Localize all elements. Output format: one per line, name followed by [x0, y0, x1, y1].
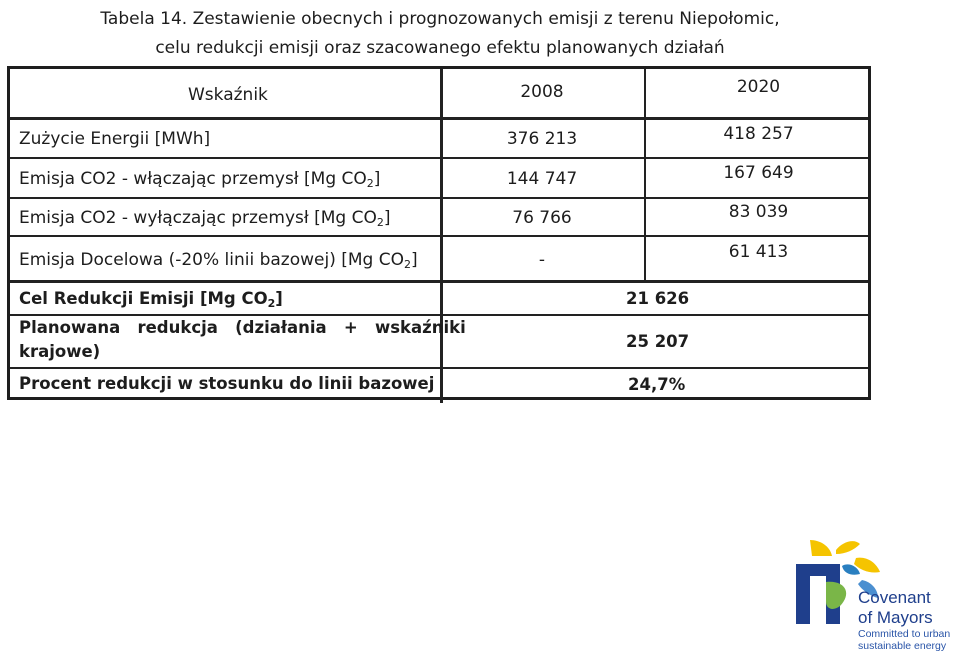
table-caption-line1: Tabela 14. Zestawienie obecnych i prognozowanych emisji z terenu Niepołomic,: [100, 9, 780, 29]
logo-tagline-line2: sustainable energy: [858, 640, 947, 652]
summary-goal-value: 21 626: [626, 289, 690, 308]
row-emission-excl-2020: 83 039: [728, 202, 789, 222]
logo-tagline-line1: Committed to urban: [858, 628, 951, 640]
logo-text-covenant: Covenant: [858, 588, 931, 607]
summary-planned-label-line1: Planowana redukcja (działania + wskaźniki: [19, 318, 466, 337]
table-divider: [10, 235, 868, 237]
table-divider: [10, 314, 868, 316]
row-energy-2008: 376 213: [506, 129, 578, 149]
header-2008: 2008: [520, 82, 564, 102]
row-target-label: Emisja Docelowa (-20% linii bazowej) [Mg $CO_2$]: [19, 250, 418, 271]
row-emission-incl-label: Emisja CO2 - włączając przemysł [Mg $CO_2$]: [19, 169, 381, 190]
row-target-2020: 61 413: [728, 242, 789, 262]
summary-planned-label-line2: krajowe): [19, 342, 101, 361]
logo-yellow-petal: [810, 540, 832, 556]
row-emission-excl-2008: 76 766: [512, 208, 572, 228]
row-target-2008: -: [538, 250, 546, 270]
logo-yellow-petal: [836, 541, 860, 554]
logo-text-of-mayors: of Mayors: [858, 608, 933, 627]
row-energy-label: Zużycie Energii [MWh]: [19, 129, 211, 149]
header-2020: 2020: [736, 77, 781, 97]
row-emission-incl-2008: 144 747: [506, 169, 578, 189]
row-energy-2020: 418 257: [723, 124, 794, 144]
table-divider: [10, 117, 868, 120]
summary-planned-value: 25 207: [626, 332, 690, 351]
row-emission-excl-label: Emisja CO2 - wyłączając przemysł [Mg $CO_2$]: [19, 208, 391, 229]
table-divider: [10, 157, 868, 159]
table-divider: [10, 197, 868, 199]
summary-percent-label: Procent redukcji w stosunku do linii bazowej: [19, 374, 435, 393]
summary-goal-label: Cel Redukcji Emisji [Mg $CO_2$]: [19, 289, 283, 310]
logo-green-leaf: [826, 582, 846, 609]
summary-percent-value: 24,7%: [628, 375, 686, 394]
column-divider: [440, 69, 443, 403]
row-emission-incl-2020: 167 649: [723, 163, 794, 183]
logo-white-gap: [810, 576, 826, 624]
emissions-table: [7, 66, 871, 400]
header-indicator: Wskaźnik: [188, 85, 268, 105]
table-caption-line2: celu redukcji emisji oraz szacowanego efektu planowanych działań: [155, 38, 725, 58]
table-divider: [10, 280, 868, 283]
table-divider: [10, 367, 868, 369]
